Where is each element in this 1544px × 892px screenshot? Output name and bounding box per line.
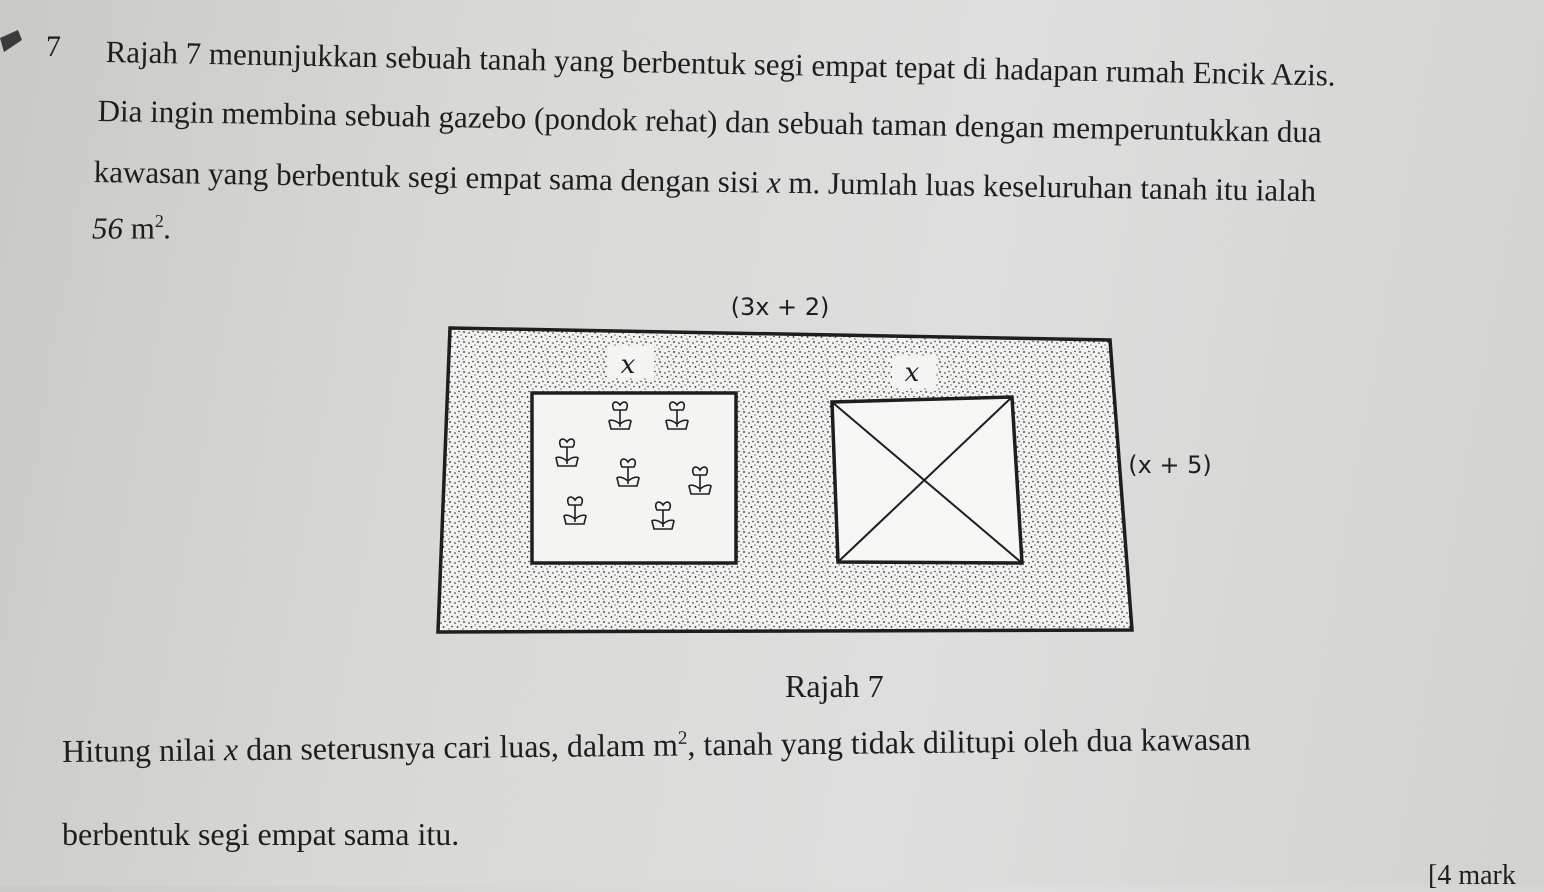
- garden-side-label: x: [620, 350, 636, 380]
- page-edge-mark: [0, 30, 40, 70]
- question-line-3-text-a: kawasan yang berbentuk segi empat sama dengan sisi: [93, 154, 768, 200]
- question-number: 7: [46, 30, 61, 63]
- area-exponent: 2: [677, 727, 688, 749]
- area-value: 56: [92, 210, 123, 246]
- total-area: [92, 210, 172, 246]
- instruction-text-c: , tanah yang tidak dilitupi oleh dua kawasan: [687, 720, 1252, 763]
- area-period: .: [163, 210, 172, 246]
- instruction-line-2: berbentuk segi empat sama itu.: [62, 816, 460, 852]
- diagram-rajah-7: [420, 280, 1250, 650]
- instruction-text-a: Hitung nilai: [61, 731, 225, 769]
- variable-x: x: [766, 164, 781, 200]
- marks-allocation: [4 mark: [1428, 860, 1516, 891]
- question-line-3-text-b: m. Jumlah luas keseluruhan tanah itu ialah: [780, 164, 1317, 209]
- right-dimension-label: (x + 5): [1128, 451, 1212, 479]
- instruction-text-b: dan seterusnya cari luas, dalam: [237, 726, 654, 768]
- top-dimension-label: (3x + 2): [730, 293, 830, 321]
- question-line-1: Rajah 7 menunjukkan sebuah tanah yang berbentuk segi empat tepat di hadapan rumah Encik Azis.: [105, 34, 1336, 93]
- area-exponent: 2: [154, 211, 164, 231]
- area-unit: m: [130, 210, 155, 246]
- area-unit: m: [652, 726, 679, 763]
- figure-caption: Rajah 7: [785, 668, 884, 704]
- question-line-3: [93, 154, 1317, 209]
- gazebo-side-label: x: [904, 358, 920, 388]
- question-line-2: Dia ingin membina sebuah gazebo (pondok rehat) dan sebuah taman dengan memperuntukkan dua: [97, 93, 1322, 150]
- variable-x: x: [223, 731, 239, 768]
- instruction-line-1: [61, 720, 1252, 769]
- gazebo-square: [832, 397, 1022, 563]
